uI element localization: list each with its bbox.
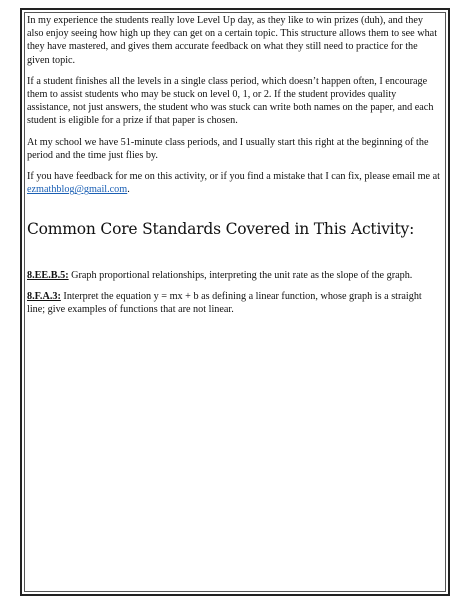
standard-item	[27, 290, 441, 316]
document-body	[27, 14, 441, 324]
standard-description: Interpret the equation y = mx + b as defining a linear function, whose graph is a straight line; give examples of functions that are not linear.	[27, 290, 422, 316]
email-link[interactable]: ezmathblog@gmail.com	[27, 184, 128, 196]
standard-code: 8.F.A.3:	[27, 290, 61, 302]
paragraph-finishing-levels: If a student finishes all the levels in a single class period, which doesn’t happen often, I encourage them to assist students who may be stuck on level 0, 1, or 2. If the student provides quality assistance, not just answers, the student who was stuck can write both names on the paper, and each student is eligible for a prize if that paper is chosen.	[27, 75, 434, 127]
standard-item	[27, 269, 441, 282]
feedback-text: If you have feedback for me on this activity, or if you find a mistake that I can fix, please email me at	[27, 171, 440, 183]
standard-description: Graph proportional relationships, interpreting the unit rate as the slope of the graph.	[68, 269, 413, 281]
paragraph-class-periods: At my school we have 51-minute class periods, and I usually start this right at the beginning of the period and the time just flies by.	[27, 136, 429, 161]
standard-code: 8.EE.B.5:	[27, 269, 69, 281]
feedback-end: .	[127, 184, 130, 196]
paragraph-level-up-day: In my experience the students really love Level Up day, as they like to win prizes (duh), and they also enjoy seeing how high up they can get on a certain topic. This structure allows them to see what they have mastered, and gives them accurate feedback on what they still need to practice for the given topic.	[27, 15, 438, 66]
paragraph-feedback	[27, 170, 441, 196]
standards-heading: Common Core Standards Covered in This Activity:	[27, 220, 415, 239]
